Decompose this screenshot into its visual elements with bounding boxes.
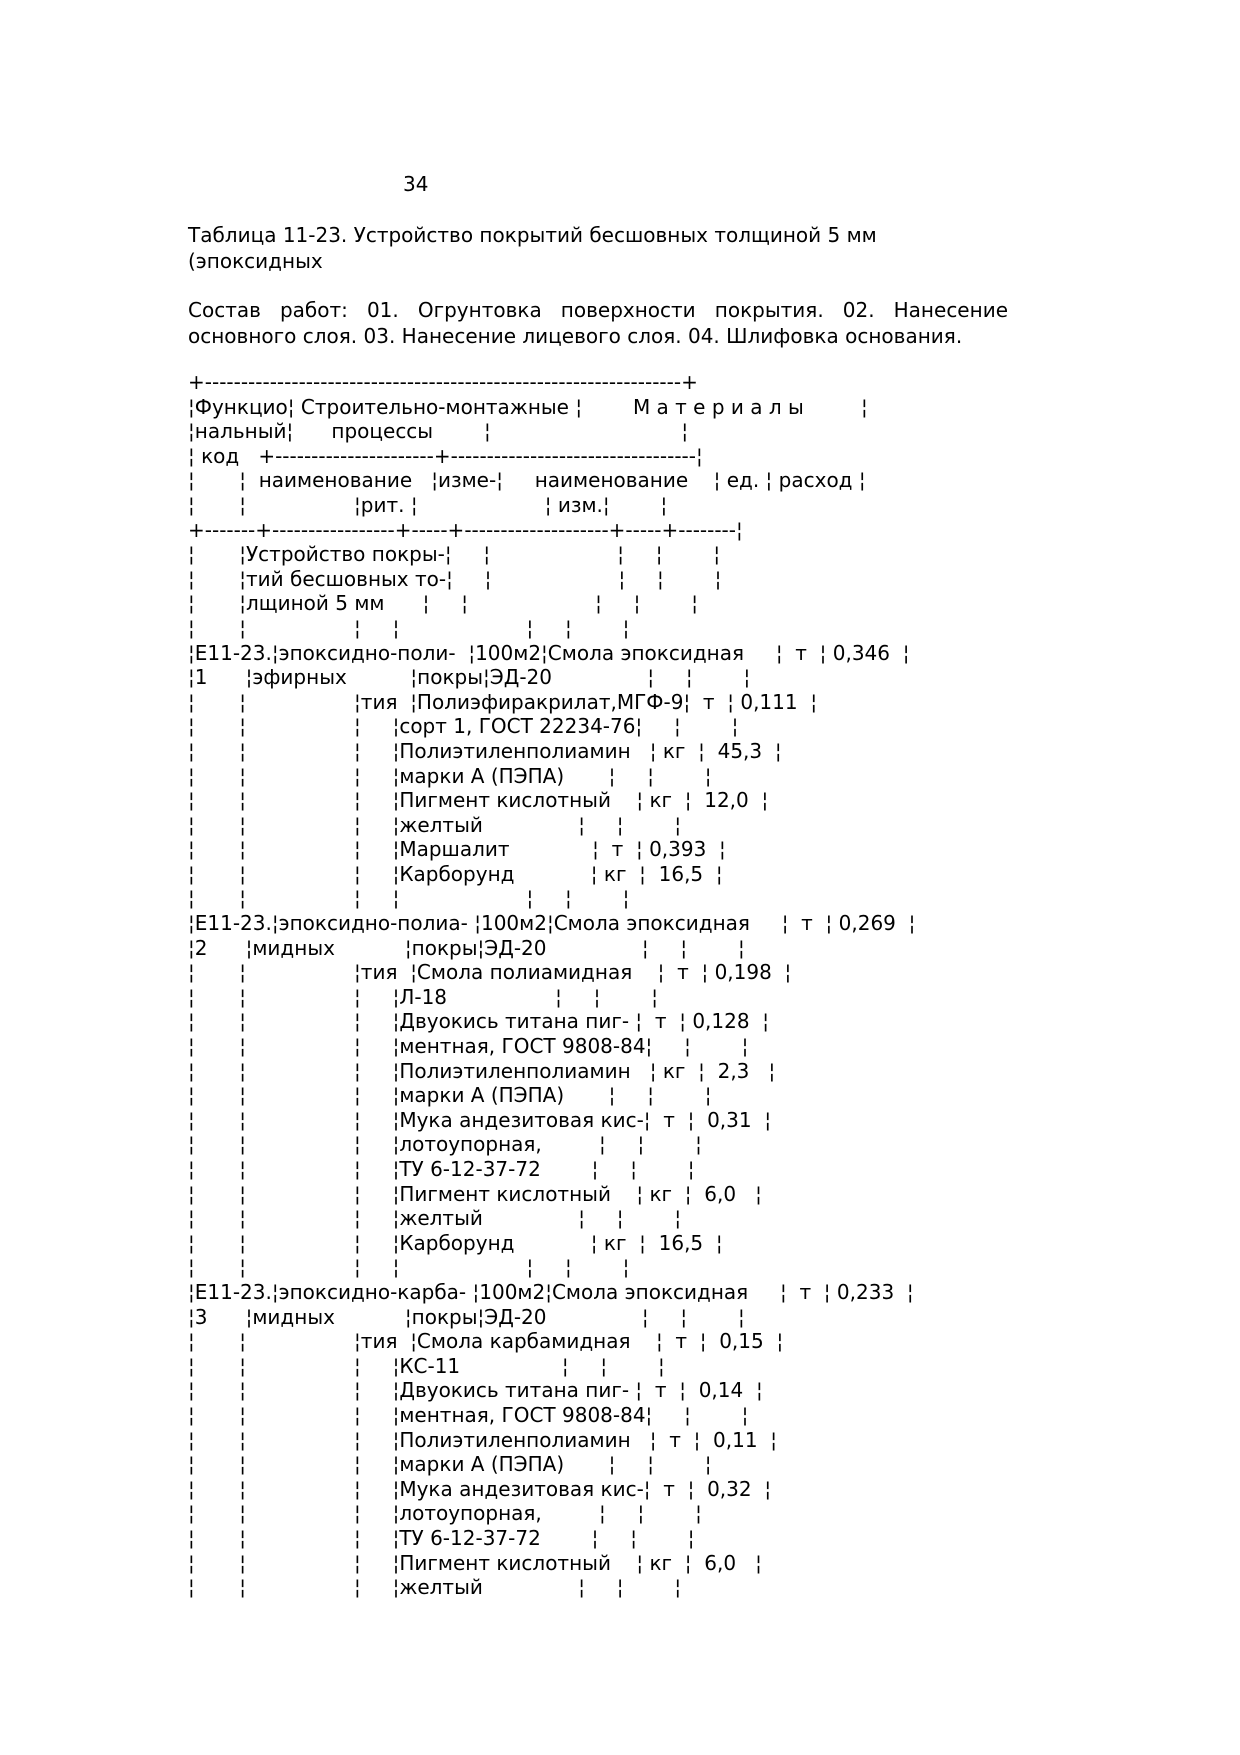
table-line: ¦Е11-23.¦эпоксидно-поли- ¦100м2¦Смола эпоксидная ¦ т ¦ 0,346 ¦ — [188, 640, 910, 665]
table-line: ¦ ¦ ¦ ¦Пигмент кислотный ¦ кг ¦ 6,0 ¦ — [188, 1550, 762, 1575]
table-line: ¦ ¦ ¦ ¦Полиэтиленполиамин ¦ т ¦ 0,11 ¦ — [188, 1427, 778, 1452]
table-line: ¦ ¦ ¦ ¦желтый ¦ ¦ ¦ — [188, 1575, 682, 1600]
table-line: ¦Е11-23.¦эпоксидно-карба- ¦100м2¦Смола эпоксидная ¦ т ¦ 0,233 ¦ — [188, 1279, 914, 1304]
table-line: ¦ ¦ ¦ ¦ментная, ГОСТ 9808-84¦ ¦ ¦ — [188, 1402, 749, 1427]
table-line: ¦ ¦ ¦ ¦Карборунд ¦ кг ¦ 16,5 ¦ — [188, 861, 723, 886]
table-line: ¦Е11-23.¦эпоксидно-полиа- ¦100м2¦Смола эпоксидная ¦ т ¦ 0,269 ¦ — [188, 911, 916, 936]
table-line: ¦ ¦ ¦ ¦Мука андезитовая кис-¦ т ¦ 0,31 ¦ — [188, 1107, 772, 1132]
table-line: ¦ ¦ ¦ ¦Л-18 ¦ ¦ ¦ — [188, 984, 658, 1009]
table-line: ¦ ¦ ¦ ¦Мука андезитовая кис-¦ т ¦ 0,32 ¦ — [188, 1476, 772, 1501]
table-line: ¦ ¦ ¦рит. ¦ ¦ изм.¦ ¦ — [188, 492, 668, 517]
table-line: ¦ ¦ ¦ ¦Карборунд ¦ кг ¦ 16,5 ¦ — [188, 1230, 723, 1255]
table-line: ¦ ¦ ¦ ¦ментная, ГОСТ 9808-84¦ ¦ ¦ — [188, 1034, 749, 1059]
table-line: ¦ ¦тий бесшовных то-¦ ¦ ¦ ¦ ¦ — [188, 566, 722, 591]
table-line: ¦ ¦ ¦ ¦Полиэтиленполиамин ¦ кг ¦ 2,3 ¦ — [188, 1058, 776, 1083]
work-composition: Состав работ: 01. Огрунтовка поверхности покрытия. 02. Нанесение основного слоя. 03. Нанесение лицевого слоя. 04. Шлифовка основания. — [188, 298, 1008, 348]
table-line: ¦2 ¦мидных ¦покры¦ЭД-20 ¦ ¦ ¦ — [188, 935, 745, 960]
table-line: ¦ ¦ ¦тия ¦Смола полиамидная ¦ т ¦ 0,198 ¦ — [188, 960, 792, 985]
pseudographic-table — [188, 370, 915, 1600]
table-line: ¦ ¦ ¦тия ¦Полиэфиракрилат,МГФ-9¦ т ¦ 0,111 ¦ — [188, 689, 818, 714]
table-line: ¦ ¦ ¦ ¦ТУ 6-12-37-72 ¦ ¦ ¦ — [188, 1157, 695, 1181]
table-line: +-------+-----------------+-----+--------------------+-----+--------¦ — [188, 517, 743, 542]
table-line: ¦ код +----------------------+----------------------------------¦ — [188, 443, 703, 468]
table-line: ¦ ¦ ¦ ¦ТУ 6-12-37-72 ¦ ¦ ¦ — [188, 1525, 695, 1550]
table-line: ¦ ¦ ¦ ¦Двуокись титана пиг- ¦ т ¦ 0,128 ¦ — [188, 1009, 770, 1034]
table-line: ¦ ¦ ¦тия ¦Смола карбамидная ¦ т ¦ 0,15 ¦ — [188, 1329, 784, 1354]
table-line: ¦ ¦ ¦ ¦желтый ¦ ¦ ¦ — [188, 812, 682, 837]
table-line: ¦ ¦ ¦ ¦Маршалит ¦ т ¦ 0,393 ¦ — [188, 837, 726, 862]
table-line: ¦ ¦ ¦ ¦марки А (ПЭПА) ¦ ¦ ¦ — [188, 763, 712, 788]
table-line: ¦Функцио¦ Строительно-монтажные ¦ М а т е р и а л ы ¦ — [188, 394, 868, 419]
table-line: ¦ ¦ ¦ ¦желтый ¦ ¦ ¦ — [188, 1206, 682, 1231]
table-line: ¦ ¦ ¦ ¦лотоупорная, ¦ ¦ ¦ — [188, 1132, 702, 1157]
table-line: ¦3 ¦мидных ¦покры¦ЭД-20 ¦ ¦ ¦ — [188, 1304, 745, 1329]
table-line: ¦ ¦ ¦ ¦ ¦ ¦ ¦ — [188, 886, 630, 911]
table-line: ¦ ¦ ¦ ¦КС-11 ¦ ¦ ¦ — [188, 1353, 665, 1378]
table-line: ¦ ¦ наименование ¦изме-¦ наименование ¦ ед. ¦ расход ¦ — [188, 468, 866, 493]
table-line: ¦ ¦ ¦ ¦марки А (ПЭПА) ¦ ¦ ¦ — [188, 1452, 712, 1477]
table-line: ¦ ¦ ¦ ¦лотоупорная, ¦ ¦ ¦ — [188, 1501, 702, 1526]
table-line: ¦ ¦ ¦ ¦ ¦ ¦ ¦ — [188, 615, 630, 640]
table-line: ¦1 ¦эфирных ¦покры¦ЭД-20 ¦ ¦ ¦ — [188, 665, 751, 690]
table-line: ¦ ¦Устройство покры-¦ ¦ ¦ ¦ ¦ — [188, 542, 721, 567]
table-line: ¦ ¦ ¦ ¦сорт 1, ГОСТ 22234-76¦ ¦ ¦ — [188, 714, 739, 739]
table-title — [188, 222, 1088, 274]
table-line: ¦ ¦ ¦ ¦Пигмент кислотный ¦ кг ¦ 6,0 ¦ — [188, 1181, 762, 1206]
table-title-line-2: (эпоксидных — [188, 249, 323, 273]
table-line: ¦ ¦ ¦ ¦ ¦ ¦ ¦ — [188, 1255, 630, 1280]
table-line: ¦ ¦ ¦ ¦Пигмент кислотный ¦ кг ¦ 12,0 ¦ — [188, 788, 769, 813]
table-line: ¦ ¦лщиной 5 мм ¦ ¦ ¦ ¦ ¦ — [188, 591, 698, 616]
table-line: ¦ ¦ ¦ ¦Полиэтиленполиамин ¦ кг ¦ 45,3 ¦ — [188, 738, 782, 763]
table-line: ¦ ¦ ¦ ¦марки А (ПЭПА) ¦ ¦ ¦ — [188, 1083, 712, 1108]
table-line: ¦ ¦ ¦ ¦Двуокись титана пиг- ¦ т ¦ 0,14 ¦ — [188, 1378, 763, 1403]
table-line: ¦нальный¦ процессы ¦ ¦ — [188, 419, 689, 444]
page-number: 34 — [403, 172, 429, 196]
table-line: +------------------------------------------------------------------+ — [188, 370, 698, 394]
table-title-line-1: Таблица 11-23. Устройство покрытий бесшовных толщиной 5 мм — [188, 223, 877, 247]
